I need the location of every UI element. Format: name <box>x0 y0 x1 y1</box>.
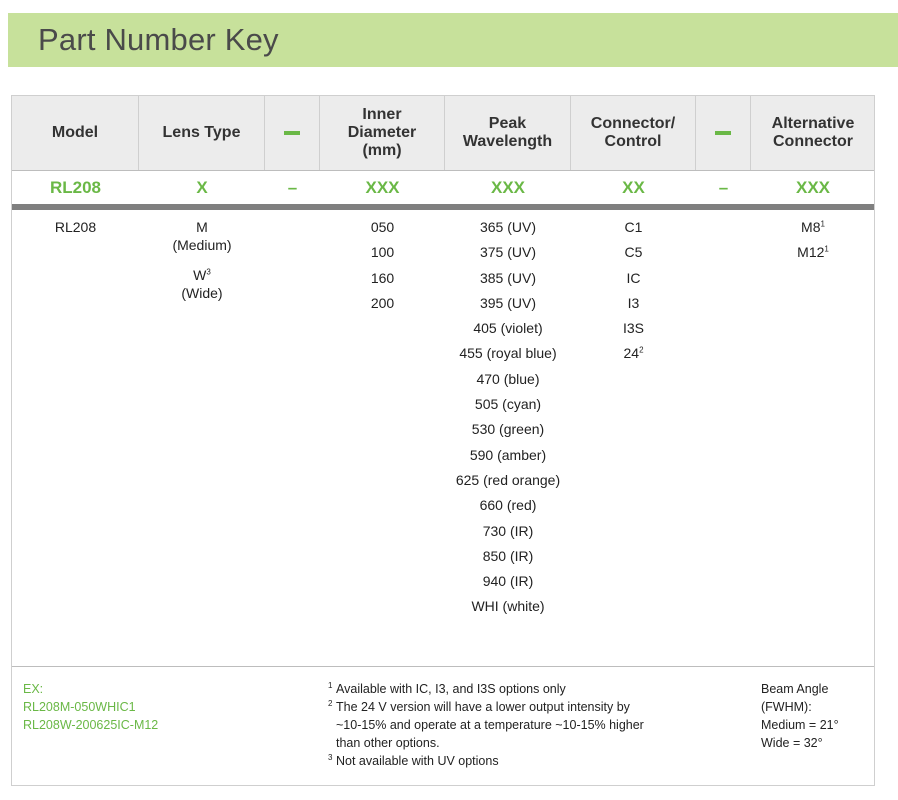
wavelength-value: 455 (royal blue) <box>459 345 557 362</box>
wavelength-value: 505 (cyan) <box>474 396 542 413</box>
wavelength-column <box>445 215 571 620</box>
page-title: Part Number Key <box>38 22 279 57</box>
header-alternative-connector: Alternative Connector <box>771 115 855 150</box>
code-alt: XXX <box>795 177 831 197</box>
footnote-2: 2 The 24 V version will have a lower output intensity by <box>328 699 630 714</box>
part-number-table <box>11 95 875 786</box>
header-dash <box>265 96 320 170</box>
code-diameter: XXX <box>365 177 400 197</box>
beam-angle-line: (FWHM): <box>761 700 812 714</box>
wavelength-value: 660 (red) <box>479 497 537 514</box>
section-divider-bar <box>12 204 874 210</box>
footnote-2-line: than other options. <box>336 736 440 750</box>
lens-code: M <box>196 219 208 235</box>
beam-angle-block <box>761 680 839 752</box>
wavelength-value: 850 (IR) <box>482 547 534 564</box>
alt-connector-value: $M12^1$ <box>797 244 829 261</box>
lens-code-wide: $W^3$ <box>193 267 211 283</box>
header-inner-diameter: Inner Diameter (mm) <box>320 96 445 170</box>
wavelength-value: 625 (red orange) <box>455 471 561 488</box>
code-dash: – <box>287 177 298 197</box>
header-dash-2 <box>696 96 751 170</box>
wavelength-value: 590 (amber) <box>469 446 547 463</box>
alt-connector-value: $M8^1$ <box>801 219 825 235</box>
code-dash-2: – <box>718 177 729 197</box>
wavelength-value: 365 (UV) <box>479 219 537 235</box>
connector-value: C5 <box>624 244 643 261</box>
example-part-number: RL208W-200625IC-M12 <box>23 718 159 732</box>
connector-value: I3S <box>622 320 644 337</box>
beam-angle-line: Medium = 21° <box>761 718 839 732</box>
wavelength-value: 530 (green) <box>471 421 545 438</box>
connector-value: IC <box>626 269 641 286</box>
code-wavelength: XXX <box>490 177 526 197</box>
connector-column <box>571 215 696 367</box>
wavelength-value: WHI (white) <box>471 598 545 615</box>
header-lens-type: Lens Type <box>139 96 265 170</box>
footnote-2-line: ~10-15% and operate at a temperature ~10-15% higher <box>336 718 644 732</box>
footer-divider <box>12 666 874 667</box>
beam-angle-line: Wide = 32° <box>761 736 823 750</box>
model-value: RL208 <box>54 219 97 235</box>
dash-icon <box>715 131 731 135</box>
wavelength-value: 385 (UV) <box>479 269 537 286</box>
example-block <box>23 680 158 734</box>
beam-angle-line: Beam Angle <box>761 682 829 696</box>
example-label: EX: <box>23 682 44 696</box>
alt-connector-column <box>751 215 875 266</box>
lens-name-wide: (Wide) <box>181 285 223 301</box>
diameter-column <box>320 215 445 316</box>
wavelength-value: 405 (violet) <box>473 320 543 337</box>
wavelength-value: 470 (blue) <box>476 370 540 387</box>
title-banner <box>8 13 898 67</box>
diameter-value: 200 <box>370 294 395 311</box>
footnote-3: 3 Not available with UV options <box>328 753 499 768</box>
wavelength-value: 730 (IR) <box>482 522 534 539</box>
code-lens: X <box>196 177 208 197</box>
code-row <box>12 171 874 204</box>
wavelength-value: 375 (UV) <box>479 244 537 261</box>
header-peak-wavelength: Peak Wavelength <box>445 96 571 170</box>
header-model: Model <box>12 96 139 170</box>
lens-type-column <box>139 218 265 302</box>
footnote-1: 1 Available with IC, I3, and I3S options only <box>328 681 566 696</box>
table-header-row <box>12 96 874 171</box>
lens-name: (Medium) <box>172 237 232 253</box>
model-column <box>12 218 139 236</box>
footnotes <box>328 680 698 770</box>
diameter-value: 100 <box>370 244 395 261</box>
dash-icon <box>284 131 300 135</box>
connector-value-24v: $24^2$ <box>623 345 644 362</box>
wavelength-value: 940 (IR) <box>482 573 534 590</box>
diameter-value: 050 <box>370 219 395 235</box>
header-connector-control: Connector/ Control <box>571 96 696 170</box>
wavelength-value: 395 (UV) <box>479 294 537 311</box>
connector-value: C1 <box>624 219 643 235</box>
example-part-number: RL208M-050WHIC1 <box>23 700 136 714</box>
connector-value: I3 <box>627 294 640 311</box>
code-connector: XX <box>622 177 645 197</box>
diameter-value: 160 <box>370 269 395 286</box>
code-model: RL208 <box>49 177 102 197</box>
